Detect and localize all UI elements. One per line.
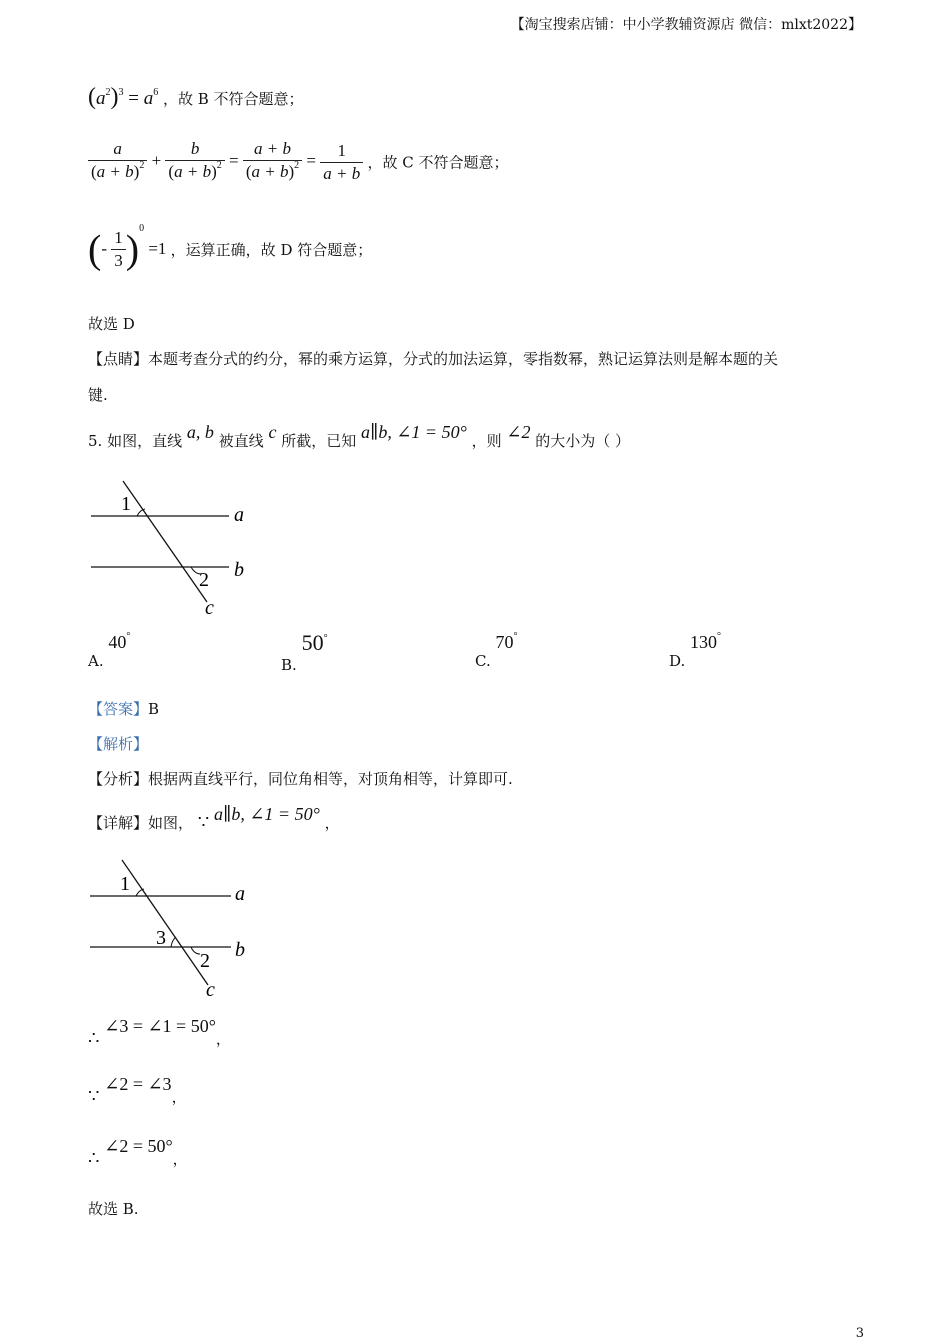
question-5-text-3: 所截，已知 <box>281 432 357 450</box>
label-angle-1: 1 <box>121 493 131 515</box>
step-2 <box>88 1074 187 1107</box>
option-a-degree: ° <box>126 631 131 642</box>
label-angle-2: 2 <box>200 950 210 972</box>
equation-d-note: ，运算正确，故 D 符合题意； <box>170 240 373 259</box>
comment-line-2: 键. <box>88 386 108 404</box>
equation-c-line <box>88 138 509 186</box>
answer-label: 【答案】 <box>88 700 149 718</box>
label-angle-1: 1 <box>120 873 130 895</box>
step-1-math: ∠3 = ∠1 = 50° <box>104 1016 216 1036</box>
option-a <box>88 631 131 670</box>
option-d-degree: ° <box>717 631 722 642</box>
option-a-value: 40 <box>108 632 127 652</box>
step-2-symbol: ∵ <box>88 1086 100 1107</box>
option-b-degree: ° <box>323 633 328 644</box>
step-1-suffix: ， <box>215 1030 231 1048</box>
option-c <box>475 631 518 670</box>
equation-c-note: ，故 C 不符合题意； <box>367 153 509 172</box>
option-b-letter: B. <box>281 656 297 674</box>
step-1-symbol: ∴ <box>88 1028 100 1049</box>
detail-math: a∥b, ∠1 = 50° <box>214 804 320 824</box>
question-5-math-ab: a, b <box>186 422 214 442</box>
question-5-text-4: ，则 <box>471 432 502 450</box>
question-5-math-given: a∥b, ∠1 = 50° <box>361 422 467 442</box>
label-line-a: a <box>235 883 245 905</box>
step-2-suffix: ， <box>171 1088 187 1106</box>
analysis-label: 【解析】 <box>88 735 149 753</box>
option-d-letter: D. <box>669 652 686 670</box>
option-b-value: 50 <box>301 630 324 655</box>
question-5 <box>88 422 631 451</box>
equation-b-line <box>88 84 304 111</box>
step-3-math: ∠2 = 50° <box>104 1136 173 1156</box>
figure-parallel-lines-2 <box>84 856 264 1002</box>
question-5-math-c: c <box>268 422 277 442</box>
label-line-c: c <box>206 979 215 1001</box>
equation-d-line <box>88 223 373 273</box>
page-number: 3 <box>855 1326 864 1341</box>
step-2-math: ∠2 = ∠3 <box>104 1074 172 1094</box>
page-header: 【淘宝搜索店铺：中小学教辅资源店 微信：mlxt2022】 <box>510 17 862 33</box>
line-c <box>122 860 208 985</box>
detail-suffix: ， <box>324 814 340 832</box>
conclusion-b: 故选 B. <box>88 1200 139 1218</box>
question-5-text-2: 被直线 <box>218 432 264 450</box>
label-angle-2: 2 <box>199 569 209 591</box>
label-angle-3: 3 <box>156 927 166 949</box>
conclusion-d: 故选 D <box>88 315 135 333</box>
figure-parallel-lines-1 <box>85 476 265 620</box>
label-line-b: b <box>234 559 244 581</box>
equation-c: $\frac{a}{(a + b)^2}$ + $\frac{b}{(a + b)^2}$ = $\frac{a + b}{(a + b)^2}$ = $\frac{1}{a + b}$ <box>88 151 368 170</box>
question-5-math-angle2: ∠2 <box>506 422 531 442</box>
option-c-letter: C. <box>475 652 491 670</box>
answer-value: B <box>148 700 160 718</box>
question-5-text-5: 的大小为（ ） <box>535 432 631 450</box>
equation-d: (- $\frac{1}{3}$ )$^0$ =1 <box>88 223 167 272</box>
label-line-b: b <box>235 939 245 961</box>
option-a-letter: A. <box>88 652 104 670</box>
option-d-value: 130 <box>690 632 718 652</box>
step-3 <box>88 1136 188 1169</box>
step-3-suffix: ， <box>172 1150 188 1168</box>
line-c <box>123 481 207 602</box>
answer <box>88 698 159 719</box>
equation-b-note: ，故 B 不符合题意； <box>163 90 304 108</box>
angle-2-arc <box>191 947 200 954</box>
label-line-a: a <box>234 504 244 526</box>
step-1 <box>88 1016 231 1049</box>
question-5-text-1: 5. 如图，直线 <box>88 432 183 450</box>
detail-line <box>88 804 340 833</box>
analysis-text: 【分析】根据两直线平行，同位角相等，对顶角相等，计算即可. <box>88 770 513 788</box>
option-c-value: 70 <box>495 632 514 652</box>
comment-line-1: 【点睛】本题考查分式的约分，幂的乘方运算，分式的加法运算，零指数幂，熟记运算法则是解本题的关 <box>88 350 779 368</box>
detail-prefix: 【详解】如图， <box>88 814 194 832</box>
detail-because-symbol: ∵ <box>197 812 210 833</box>
option-d <box>669 631 722 670</box>
option-c-degree: ° <box>513 631 518 642</box>
step-3-symbol: ∴ <box>88 1148 100 1169</box>
option-b <box>281 630 328 674</box>
equation-b: $(a^2)^3 = a^6$ <box>88 84 159 110</box>
label-line-c: c <box>205 597 214 619</box>
